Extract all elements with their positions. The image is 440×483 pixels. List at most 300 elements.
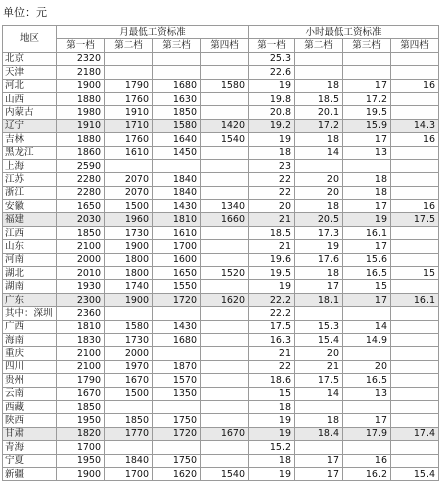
hourly-value-cell: 21 (249, 213, 295, 226)
unit-label: 单位：元 (3, 6, 47, 19)
monthly-value-cell: 1770 (105, 427, 153, 440)
monthly-value-cell: 1960 (105, 213, 153, 226)
monthly-value-cell: 1810 (153, 213, 201, 226)
monthly-value-cell (201, 66, 249, 79)
monthly-value-cell: 2100 (57, 240, 105, 253)
region-cell: 浙江 (3, 186, 57, 199)
hourly-value-cell: 17.5 (249, 320, 295, 333)
monthly-value-cell: 1620 (201, 293, 249, 306)
hourly-value-cell: 16 (391, 200, 439, 213)
monthly-value-cell: 1650 (57, 200, 105, 213)
monthly-value-cell: 1760 (105, 92, 153, 105)
hourly-value-cell (391, 253, 439, 266)
hourly-value-cell: 25.3 (249, 52, 295, 65)
table-row (3, 427, 439, 440)
hourly-value-cell: 18 (343, 173, 391, 186)
hourly-tier-2: 第二档 (295, 39, 343, 52)
monthly-value-cell: 1900 (105, 293, 153, 306)
monthly-value-cell: 1500 (105, 387, 153, 400)
hourly-value-cell: 18 (295, 267, 343, 280)
monthly-value-cell: 2010 (57, 267, 105, 280)
hourly-value-cell: 19 (343, 213, 391, 226)
monthly-value-cell (153, 441, 201, 454)
monthly-value-cell: 2320 (57, 52, 105, 65)
table-row (3, 226, 439, 239)
monthly-value-cell (201, 106, 249, 119)
table-row (3, 79, 439, 92)
hourly-value-cell: 15 (249, 387, 295, 400)
region-cell: 吉林 (3, 133, 57, 146)
table-row (3, 200, 439, 213)
monthly-value-cell: 1810 (57, 320, 105, 333)
monthly-value-cell (201, 280, 249, 293)
hourly-value-cell: 23 (249, 159, 295, 172)
monthly-value-cell: 1730 (105, 226, 153, 239)
hourly-value-cell: 14.3 (391, 119, 439, 132)
hourly-value-cell: 15.9 (343, 119, 391, 132)
table-row (3, 280, 439, 293)
monthly-value-cell: 1640 (153, 133, 201, 146)
monthly-value-cell: 2000 (57, 253, 105, 266)
monthly-value-cell: 2280 (57, 186, 105, 199)
hourly-value-cell: 18 (295, 79, 343, 92)
hourly-value-cell: 14.9 (343, 333, 391, 346)
hourly-value-cell: 13 (343, 387, 391, 400)
monthly-value-cell (105, 52, 153, 65)
monthly-value-cell: 1580 (105, 320, 153, 333)
hourly-value-cell: 16.5 (343, 374, 391, 387)
monthly-value-cell: 1500 (105, 200, 153, 213)
monthly-value-cell: 1610 (153, 226, 201, 239)
hourly-value-cell (343, 307, 391, 320)
monthly-value-cell: 1800 (105, 267, 153, 280)
hourly-value-cell: 19 (295, 240, 343, 253)
hourly-value-cell: 15.2 (249, 441, 295, 454)
monthly-value-cell: 1420 (201, 119, 249, 132)
hourly-value-cell (391, 441, 439, 454)
hourly-value-cell (391, 66, 439, 79)
table-row (3, 186, 439, 199)
table-row (3, 253, 439, 266)
monthly-value-cell: 2300 (57, 293, 105, 306)
hourly-value-cell: 15 (391, 267, 439, 280)
hourly-value-cell: 18.5 (295, 92, 343, 105)
region-cell: 安徽 (3, 200, 57, 213)
hourly-value-cell: 17 (343, 133, 391, 146)
monthly-value-cell: 1880 (57, 133, 105, 146)
region-cell: 湖北 (3, 267, 57, 280)
hourly-value-cell: 18.6 (249, 374, 295, 387)
hourly-value-cell: 20 (343, 360, 391, 373)
hourly-value-cell: 18 (343, 186, 391, 199)
monthly-value-cell: 2030 (57, 213, 105, 226)
region-cell: 广西 (3, 320, 57, 333)
monthly-value-cell: 1540 (201, 133, 249, 146)
table-row (3, 119, 439, 132)
table-row (3, 360, 439, 373)
monthly-value-cell: 1790 (105, 79, 153, 92)
monthly-value-cell (201, 173, 249, 186)
hourly-value-cell (391, 173, 439, 186)
monthly-value-cell (105, 307, 153, 320)
region-cell: 甘肃 (3, 427, 57, 440)
hourly-header: 小时最低工资标准 (249, 26, 439, 39)
region-cell: 天津 (3, 66, 57, 79)
monthly-value-cell: 1820 (57, 427, 105, 440)
table-row (3, 307, 439, 320)
monthly-value-cell: 1700 (153, 240, 201, 253)
hourly-value-cell (391, 320, 439, 333)
hourly-value-cell: 22.2 (249, 293, 295, 306)
hourly-value-cell: 17.6 (295, 253, 343, 266)
hourly-value-cell (343, 441, 391, 454)
monthly-value-cell: 1790 (57, 374, 105, 387)
region-cell: 海南 (3, 333, 57, 346)
monthly-value-cell: 2100 (57, 347, 105, 360)
table-row (3, 441, 439, 454)
region-cell: 宁夏 (3, 454, 57, 467)
region-cell: 广东 (3, 293, 57, 306)
monthly-value-cell (153, 307, 201, 320)
hourly-value-cell: 14 (295, 146, 343, 159)
hourly-value-cell: 18.1 (295, 293, 343, 306)
hourly-value-cell: 16 (391, 133, 439, 146)
region-cell: 陕西 (3, 414, 57, 427)
table-row (3, 387, 439, 400)
hourly-value-cell (391, 360, 439, 373)
monthly-value-cell (201, 360, 249, 373)
monthly-value-cell: 1750 (153, 454, 201, 467)
monthly-value-cell (201, 307, 249, 320)
table-row (3, 106, 439, 119)
hourly-tier-1: 第一档 (249, 39, 295, 52)
monthly-value-cell: 1870 (153, 360, 201, 373)
hourly-value-cell (391, 374, 439, 387)
hourly-value-cell (391, 52, 439, 65)
monthly-value-cell: 2180 (57, 66, 105, 79)
region-cell: 河南 (3, 253, 57, 266)
hourly-value-cell (391, 226, 439, 239)
table-row (3, 333, 439, 346)
hourly-value-cell: 17 (343, 240, 391, 253)
monthly-value-cell: 1850 (57, 226, 105, 239)
monthly-value-cell: 1710 (105, 119, 153, 132)
hourly-value-cell (391, 454, 439, 467)
hourly-tier-4: 第四档 (391, 39, 439, 52)
monthly-value-cell: 2000 (105, 347, 153, 360)
hourly-value-cell (343, 347, 391, 360)
hourly-value-cell: 19 (249, 280, 295, 293)
hourly-value-cell (391, 92, 439, 105)
table-row (3, 374, 439, 387)
table-row (3, 146, 439, 159)
hourly-value-cell: 18 (249, 454, 295, 467)
monthly-tier-2: 第二档 (105, 39, 153, 52)
monthly-value-cell: 1520 (201, 267, 249, 280)
hourly-value-cell: 16 (391, 79, 439, 92)
table-row (3, 66, 439, 79)
hourly-value-cell: 17 (295, 280, 343, 293)
monthly-value-cell: 1700 (57, 441, 105, 454)
monthly-value-cell: 1580 (153, 119, 201, 132)
monthly-value-cell: 1850 (153, 106, 201, 119)
monthly-value-cell: 1350 (153, 387, 201, 400)
table-row (3, 173, 439, 186)
region-cell: 山西 (3, 92, 57, 105)
region-cell: 山东 (3, 240, 57, 253)
hourly-value-cell: 15.3 (295, 320, 343, 333)
monthly-value-cell (201, 146, 249, 159)
monthly-value-cell: 2070 (105, 186, 153, 199)
hourly-value-cell: 17.5 (295, 374, 343, 387)
hourly-value-cell: 14 (295, 387, 343, 400)
monthly-value-cell (201, 400, 249, 413)
monthly-value-cell: 1900 (57, 467, 105, 480)
monthly-value-cell: 1880 (57, 92, 105, 105)
table-row (3, 293, 439, 306)
hourly-value-cell: 22 (249, 173, 295, 186)
region-cell: 辽宁 (3, 119, 57, 132)
hourly-value-cell: 20 (295, 173, 343, 186)
region-cell: 河北 (3, 79, 57, 92)
hourly-value-cell: 17 (343, 293, 391, 306)
monthly-value-cell: 1570 (153, 374, 201, 387)
monthly-value-cell: 2100 (57, 360, 105, 373)
hourly-value-cell (391, 106, 439, 119)
monthly-value-cell (153, 66, 201, 79)
hourly-value-cell: 16.5 (343, 267, 391, 280)
monthly-value-cell: 1670 (201, 427, 249, 440)
hourly-value-cell: 16.1 (343, 226, 391, 239)
hourly-value-cell: 18 (295, 414, 343, 427)
hourly-value-cell: 19 (249, 414, 295, 427)
monthly-value-cell: 1850 (57, 400, 105, 413)
monthly-value-cell (201, 92, 249, 105)
hourly-value-cell: 16.2 (343, 467, 391, 480)
monthly-value-cell: 1670 (57, 387, 105, 400)
monthly-value-cell (201, 320, 249, 333)
region-cell: 青海 (3, 441, 57, 454)
hourly-value-cell: 19.2 (249, 119, 295, 132)
region-cell: 西藏 (3, 400, 57, 413)
hourly-value-cell (391, 307, 439, 320)
monthly-value-cell (105, 159, 153, 172)
monthly-tier-1: 第一档 (57, 39, 105, 52)
hourly-value-cell (391, 414, 439, 427)
monthly-value-cell (201, 253, 249, 266)
hourly-value-cell: 14 (343, 320, 391, 333)
monthly-value-cell (201, 159, 249, 172)
hourly-value-cell: 18.4 (295, 427, 343, 440)
monthly-value-cell: 1900 (57, 79, 105, 92)
monthly-value-cell: 2070 (105, 173, 153, 186)
hourly-value-cell: 17.4 (391, 427, 439, 440)
monthly-value-cell: 1830 (57, 333, 105, 346)
monthly-value-cell (105, 400, 153, 413)
table-row (3, 454, 439, 467)
monthly-value-cell: 1540 (201, 467, 249, 480)
monthly-value-cell (153, 159, 201, 172)
monthly-value-cell: 1980 (57, 106, 105, 119)
monthly-value-cell: 1840 (153, 173, 201, 186)
monthly-value-cell: 1840 (153, 186, 201, 199)
hourly-value-cell: 22 (249, 186, 295, 199)
region-cell: 北京 (3, 52, 57, 65)
monthly-tier-3: 第三档 (153, 39, 201, 52)
hourly-value-cell (343, 159, 391, 172)
hourly-value-cell: 19 (249, 133, 295, 146)
hourly-value-cell: 15 (343, 280, 391, 293)
hourly-value-cell: 17.5 (391, 213, 439, 226)
monthly-value-cell: 1450 (153, 146, 201, 159)
region-cell: 其中：深圳 (3, 307, 57, 320)
monthly-value-cell: 1720 (153, 427, 201, 440)
monthly-value-cell: 1680 (153, 79, 201, 92)
hourly-value-cell: 15.4 (295, 333, 343, 346)
table-row (3, 414, 439, 427)
hourly-value-cell: 19.8 (249, 92, 295, 105)
region-cell: 云南 (3, 387, 57, 400)
monthly-value-cell (153, 347, 201, 360)
table-row (3, 240, 439, 253)
monthly-value-cell: 2360 (57, 307, 105, 320)
hourly-value-cell: 17.2 (343, 92, 391, 105)
monthly-value-cell (201, 226, 249, 239)
monthly-value-cell: 1860 (57, 146, 105, 159)
monthly-value-cell: 1630 (153, 92, 201, 105)
hourly-value-cell: 19 (249, 427, 295, 440)
monthly-value-cell: 1970 (105, 360, 153, 373)
hourly-value-cell: 20 (295, 186, 343, 199)
hourly-value-cell: 17 (343, 79, 391, 92)
table-row (3, 159, 439, 172)
hourly-value-cell (391, 159, 439, 172)
hourly-value-cell: 20.5 (295, 213, 343, 226)
hourly-value-cell: 15.6 (343, 253, 391, 266)
table-row (3, 52, 439, 65)
region-cell: 上海 (3, 159, 57, 172)
region-cell: 黑龙江 (3, 146, 57, 159)
hourly-value-cell (343, 400, 391, 413)
hourly-value-cell: 20 (295, 347, 343, 360)
monthly-value-cell (153, 400, 201, 413)
hourly-value-cell: 18.5 (249, 226, 295, 239)
hourly-value-cell: 17 (295, 467, 343, 480)
hourly-value-cell (343, 66, 391, 79)
hourly-value-cell (295, 52, 343, 65)
monthly-value-cell: 1660 (201, 213, 249, 226)
monthly-value-cell (105, 66, 153, 79)
region-header: 地区 (3, 26, 57, 53)
monthly-value-cell: 1910 (105, 106, 153, 119)
monthly-value-cell (201, 387, 249, 400)
hourly-tier-3: 第三档 (343, 39, 391, 52)
monthly-value-cell: 1850 (105, 414, 153, 427)
table-row (3, 347, 439, 360)
hourly-value-cell: 20 (249, 200, 295, 213)
monthly-value-cell: 1620 (153, 467, 201, 480)
hourly-value-cell: 18 (295, 133, 343, 146)
monthly-value-cell: 1680 (153, 333, 201, 346)
monthly-value-cell: 1730 (105, 333, 153, 346)
table-row (3, 92, 439, 105)
monthly-value-cell: 1700 (105, 467, 153, 480)
hourly-value-cell: 16.1 (391, 293, 439, 306)
hourly-value-cell: 22.2 (249, 307, 295, 320)
monthly-value-cell: 2590 (57, 159, 105, 172)
hourly-value-cell: 19.5 (249, 267, 295, 280)
monthly-value-cell: 1760 (105, 133, 153, 146)
region-cell: 新疆 (3, 467, 57, 480)
hourly-value-cell (391, 387, 439, 400)
hourly-value-cell (295, 307, 343, 320)
table-row (3, 400, 439, 413)
region-cell: 重庆 (3, 347, 57, 360)
monthly-value-cell: 1900 (105, 240, 153, 253)
region-cell: 江苏 (3, 173, 57, 186)
hourly-value-cell: 19 (249, 79, 295, 92)
hourly-value-cell: 21 (295, 360, 343, 373)
hourly-value-cell: 17.2 (295, 119, 343, 132)
region-cell: 四川 (3, 360, 57, 373)
table-body (3, 52, 439, 481)
hourly-value-cell: 20.1 (295, 106, 343, 119)
monthly-value-cell: 1610 (105, 146, 153, 159)
hourly-value-cell: 19 (249, 467, 295, 480)
hourly-value-cell: 17 (343, 200, 391, 213)
hourly-value-cell (343, 52, 391, 65)
monthly-value-cell (201, 333, 249, 346)
monthly-value-cell: 1430 (153, 320, 201, 333)
monthly-value-cell (201, 52, 249, 65)
region-cell: 内蒙古 (3, 106, 57, 119)
monthly-value-cell: 1750 (153, 414, 201, 427)
monthly-value-cell (201, 374, 249, 387)
monthly-value-cell: 1840 (105, 454, 153, 467)
monthly-value-cell: 1950 (57, 454, 105, 467)
hourly-value-cell (295, 400, 343, 413)
hourly-value-cell: 22.6 (249, 66, 295, 79)
monthly-value-cell (201, 240, 249, 253)
hourly-value-cell (391, 333, 439, 346)
hourly-value-cell: 17.9 (343, 427, 391, 440)
minimum-wage-table (2, 25, 439, 481)
monthly-value-cell: 1740 (105, 280, 153, 293)
monthly-value-cell: 1650 (153, 267, 201, 280)
monthly-value-cell (201, 454, 249, 467)
hourly-value-cell: 18 (295, 200, 343, 213)
hourly-value-cell: 22 (249, 360, 295, 373)
table-row (3, 467, 439, 480)
hourly-value-cell (391, 146, 439, 159)
hourly-value-cell (391, 186, 439, 199)
table-row (3, 267, 439, 280)
region-cell: 湖南 (3, 280, 57, 293)
table-row (3, 320, 439, 333)
hourly-value-cell (391, 240, 439, 253)
hourly-value-cell (295, 159, 343, 172)
monthly-value-cell: 2280 (57, 173, 105, 186)
monthly-value-cell: 1720 (153, 293, 201, 306)
hourly-value-cell: 16.3 (249, 333, 295, 346)
hourly-value-cell: 18 (249, 146, 295, 159)
hourly-value-cell (391, 347, 439, 360)
hourly-value-cell (295, 441, 343, 454)
monthly-header: 月最低工资标准 (57, 26, 249, 39)
monthly-value-cell: 1600 (153, 253, 201, 266)
hourly-value-cell: 13 (343, 146, 391, 159)
hourly-value-cell: 17 (295, 454, 343, 467)
